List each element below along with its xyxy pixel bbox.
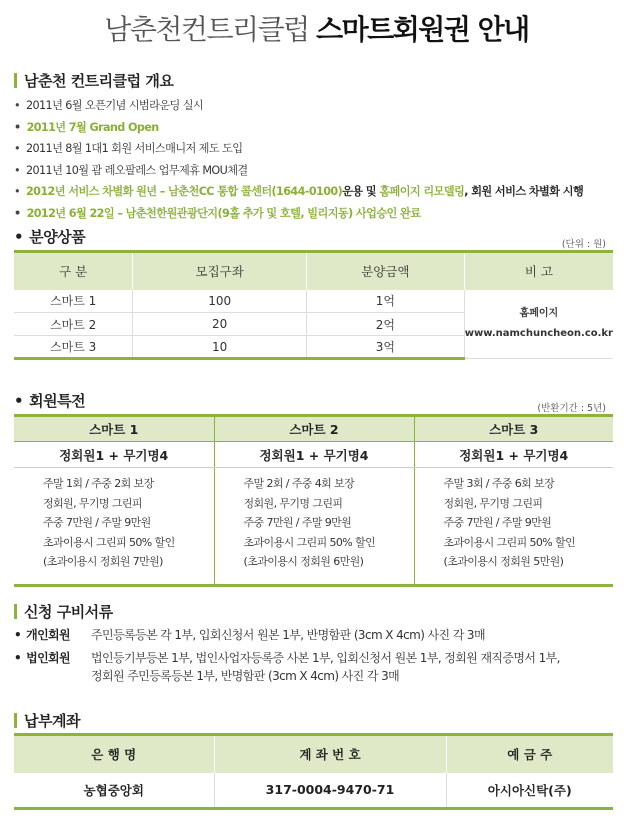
table-row: 정회원1 + 무기명4 정회원1 + 무기명4 정회원1 + 무기명4: [14, 442, 613, 468]
products-heading: • 분양상품: [14, 228, 86, 246]
table-row: [14, 468, 613, 586]
products-table: [14, 250, 613, 360]
table-row: 스마트 3 10 3억: [14, 336, 613, 359]
table-header: 스마트 3: [414, 416, 613, 442]
bullet-icon: •: [14, 228, 24, 246]
list-item: • 2011년 7월 Grand Open: [14, 117, 624, 139]
list-item: • 개인회원 주민등록등본 각 1부, 입회신청서 원본 1부, 반명함판 (3cm X 4cm) 사진 각 3매: [14, 628, 485, 642]
table-row: 스마트 1 100 1억 홈페이지 www.namchuncheon.co.kr: [14, 290, 613, 313]
list-item: • 법인회원 법인등기부등본 1부, 법인사업자등록증 사본 1부, 입회신청서 원본 1부, 정회원 재직증명서 1부, 정회원 주민등록등본 1부, 반명함판 (3cm X 4cm) 사진 각 3매: [14, 651, 560, 683]
documents-heading: 신청 구비서류: [14, 601, 113, 622]
title-main: 스마트회원권 안내: [316, 13, 529, 46]
benefits-heading: • 회원특전: [14, 392, 86, 410]
table-header: 예 금 주: [446, 735, 613, 773]
account-heading: 납부계좌: [14, 710, 80, 731]
benefit-details: 주말 3회 / 주중 6회 보장 정회원, 무기명 그린피 주중 7만원 / 주말 9만원 초과이용시 그린피 50% 할인 (초과이용시 정회원 5만원): [414, 468, 613, 586]
homepage-note: 홈페이지 www.namchuncheon.co.kr: [464, 290, 613, 359]
table-header: 계 좌 번 호: [214, 735, 446, 773]
list-item: • 2011년 6월 오픈기념 시범라운딩 실시: [14, 95, 624, 117]
table-header: 비 고: [464, 252, 613, 290]
table-header: 분양금액: [306, 252, 464, 290]
table-header: 모집구좌: [133, 252, 307, 290]
unit-label: (단위 : 원): [561, 239, 606, 250]
documents-list: [14, 626, 624, 690]
section-bar-icon: [14, 713, 17, 728]
table-header: 구 분: [14, 252, 133, 290]
table-row: 스마트 2 20 2억: [14, 313, 613, 336]
overview-list: [14, 95, 624, 224]
list-item: • 2012년 서비스 차별화 원년 – 남춘천CC 통합 콜센터(1644-0100)운용 및 홈페이지 리모델링, 회원 서비스 차별화 시행: [14, 181, 624, 203]
account-number: 317-0004-9470-71: [214, 773, 446, 809]
homepage-url[interactable]: www.namchuncheon.co.kr: [464, 327, 613, 339]
overview-heading: 남춘천 컨트리클럽 개요: [14, 70, 173, 91]
bullet-icon: •: [14, 392, 24, 410]
benefits-table: [14, 414, 613, 587]
list-item: • 2012년 6월 22일 – 남춘천한원관광단지(9홀 추가 및 호텔, 빌리지동) 사업승인 완료: [14, 203, 624, 225]
account-table: [14, 733, 613, 810]
section-bar-icon: [14, 73, 17, 88]
title-club-name: 남춘천컨트리클럽: [104, 13, 309, 46]
page-title: [0, 8, 633, 48]
benefit-details: 주말 1회 / 주중 2회 보장 정회원, 무기명 그린피 주중 7만원 / 주말 9만원 초과이용시 그린피 50% 할인 (초과이용시 정회원 7만원): [14, 468, 214, 586]
list-item: • 2011년 8월 1대1 회원 서비스매니저 제도 도입: [14, 138, 624, 160]
benefit-details: 주말 2회 / 주중 4회 보장 정회원, 무기명 그린피 주중 7만원 / 주말 9만원 초과이용시 그린피 50% 할인 (초과이용시 정회원 6만원): [214, 468, 414, 586]
table-header: 은 행 명: [14, 735, 214, 773]
section-bar-icon: [14, 604, 17, 619]
period-label: (반환기간 : 5년): [537, 403, 606, 414]
list-item: • 2011년 10월 괌 레오팔레스 업무제휴 MOU체결: [14, 160, 624, 182]
table-header: 스마트 2: [214, 416, 414, 442]
table-row: 농협중앙회 317-0004-9470-71 아시아신탁(주): [14, 773, 613, 809]
table-header: 스마트 1: [14, 416, 214, 442]
